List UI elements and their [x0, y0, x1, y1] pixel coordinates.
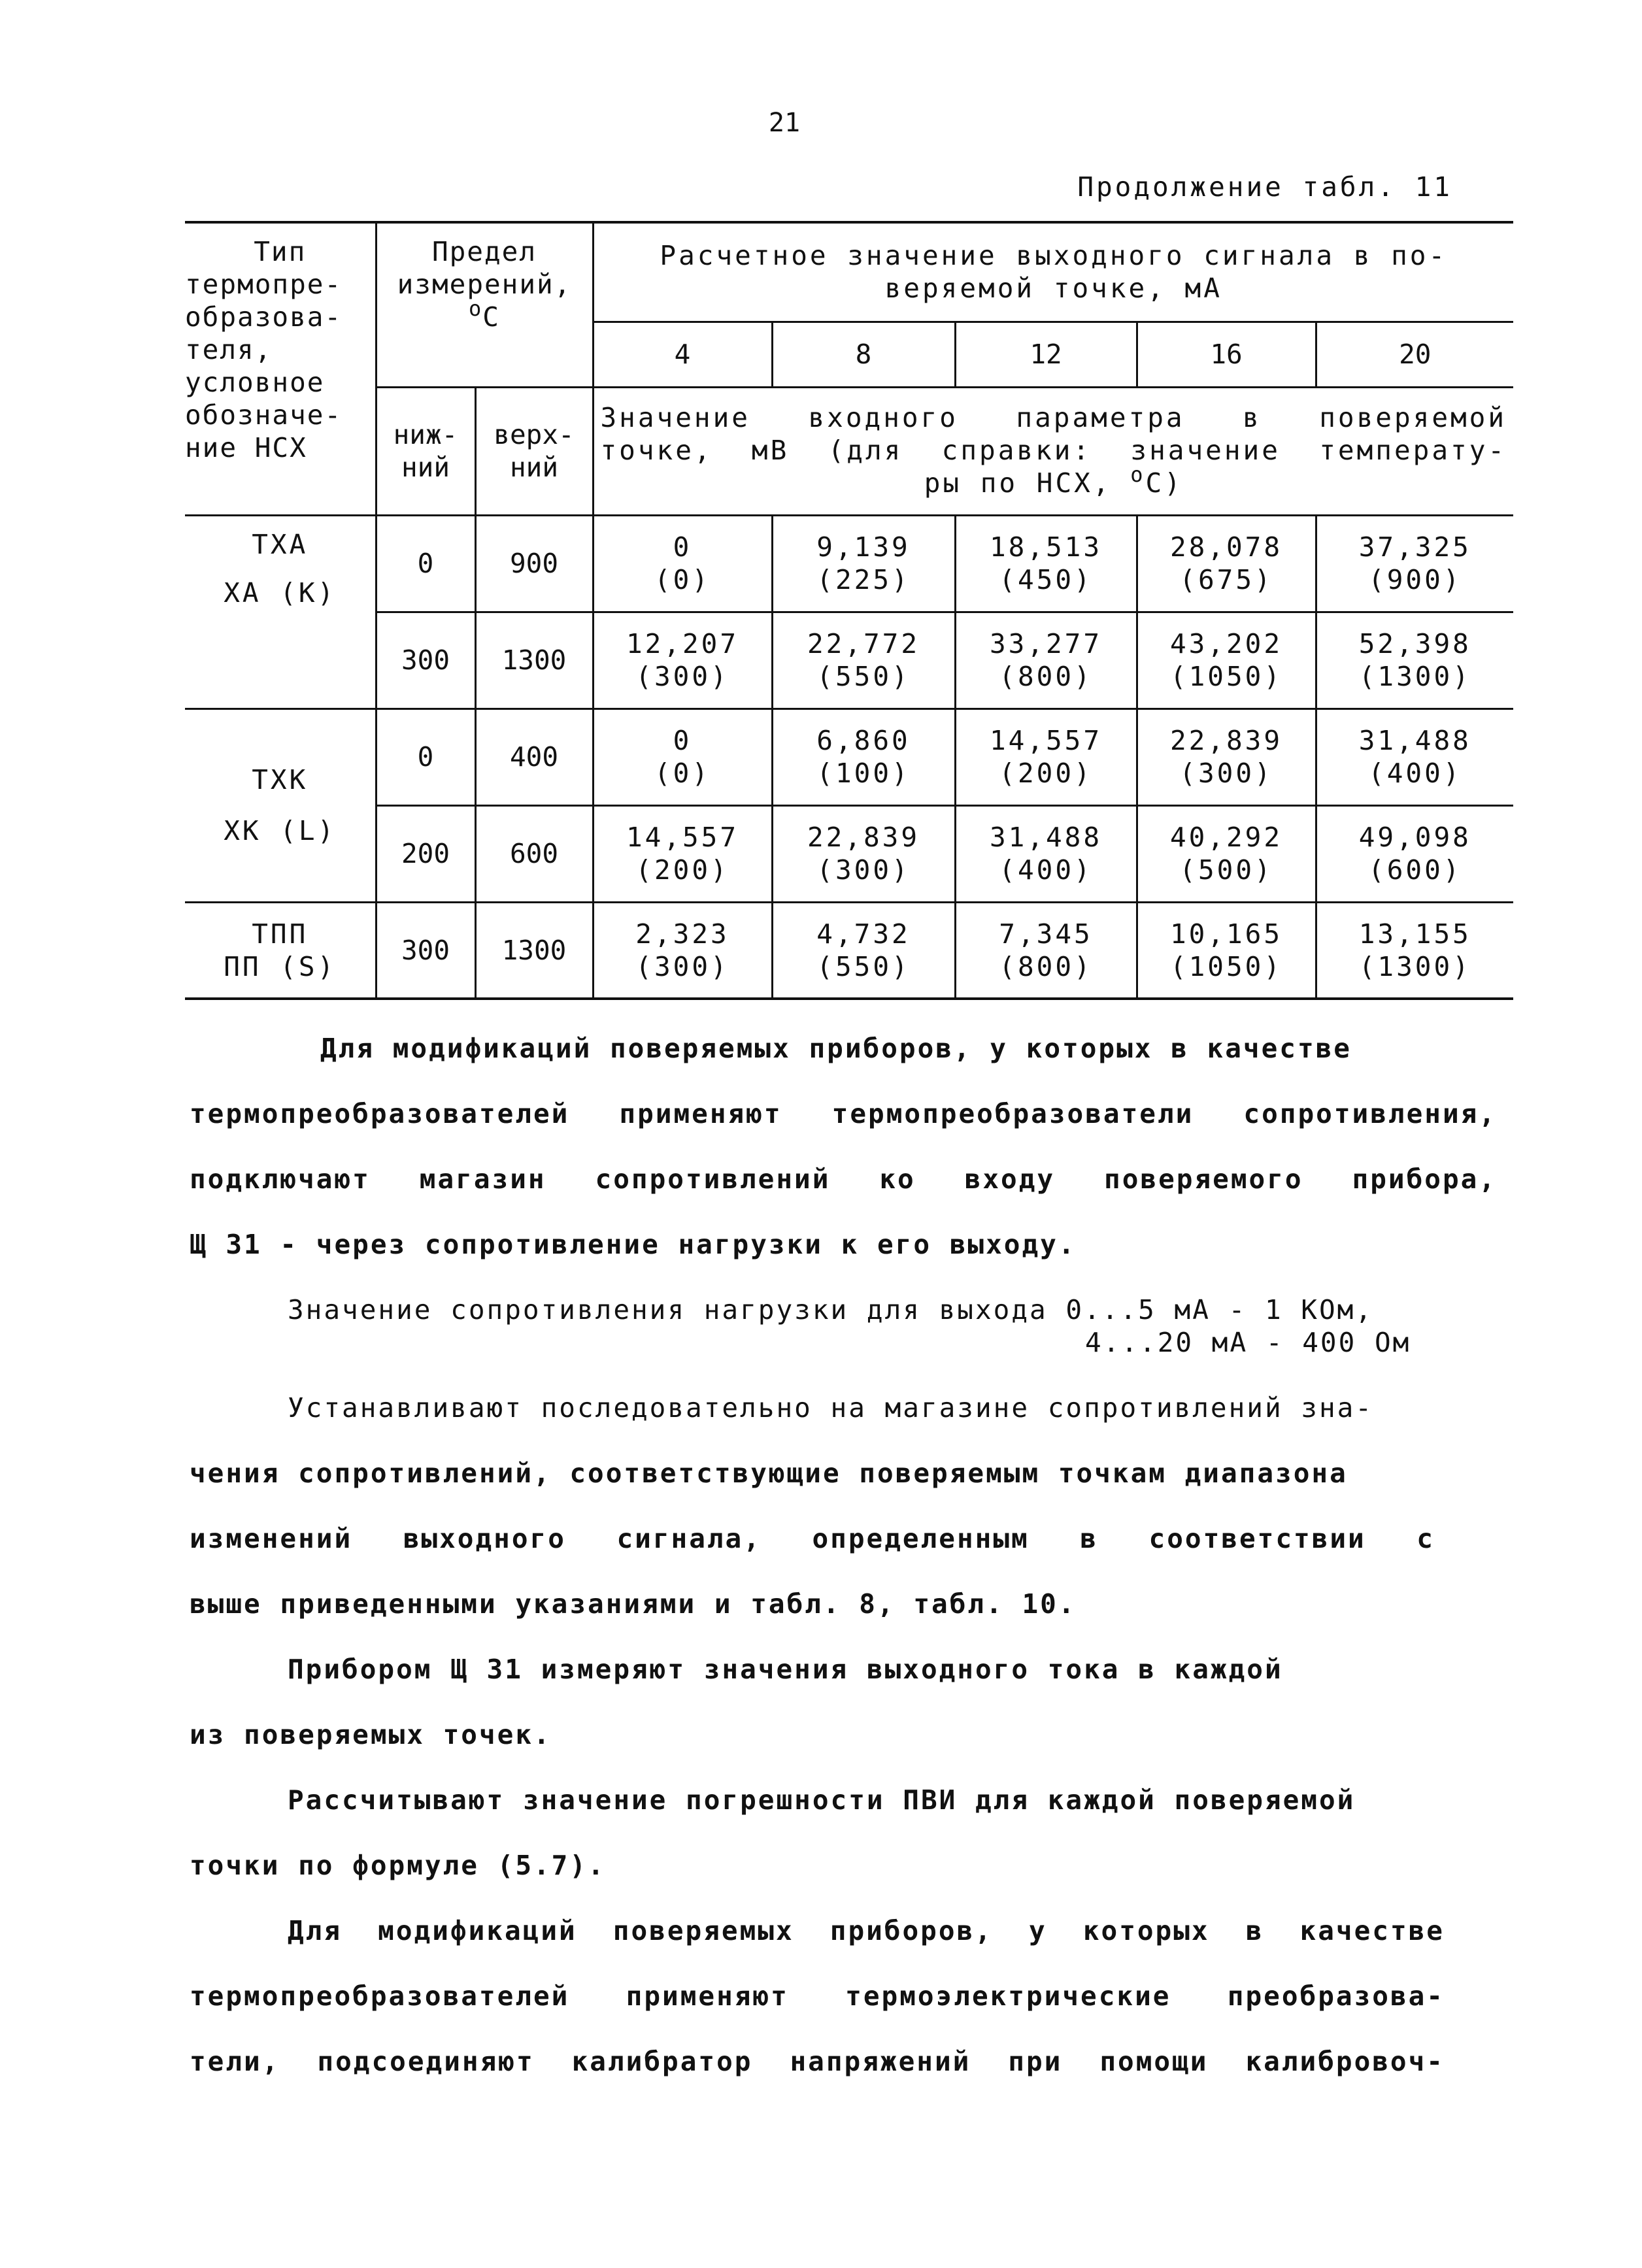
header-limit-cell — [376, 222, 593, 387]
degree-sup: о — [1130, 461, 1146, 487]
upper-limit: 900 — [475, 515, 593, 612]
header-upper-line: ний — [509, 452, 559, 483]
paragraph-line: из поверяемых точек. — [190, 1719, 552, 1750]
value-cell — [1316, 805, 1513, 902]
value-mv: 10,165 — [1169, 918, 1283, 950]
value-cell — [1316, 612, 1513, 709]
value-temp: (800) — [999, 661, 1093, 692]
value-cell — [772, 805, 955, 902]
value-mv: 14,557 — [989, 725, 1103, 756]
value-cell — [593, 709, 772, 805]
upper-limit: 400 — [475, 709, 593, 805]
value-temp: (0) — [654, 758, 711, 789]
header-input-line: Значение входного параметра в поверяемой — [600, 401, 1507, 433]
value-temp: (800) — [999, 950, 1093, 982]
header-type-line: Тип — [254, 236, 307, 267]
paragraph-line: Рассчитывают значение погрешности ПВИ для каждой поверяемой — [288, 1784, 1356, 1816]
value-cell — [772, 709, 955, 805]
header-type-line: образова- — [185, 301, 343, 333]
value-mv: 22,839 — [807, 822, 920, 853]
value-cell — [1137, 709, 1316, 805]
header-calc-line: Расчетное значение выходного сигнала в по- — [660, 240, 1448, 272]
value-cell — [1316, 709, 1513, 805]
ma-point-header: 8 — [772, 322, 955, 387]
header-limit-unit: С — [482, 301, 500, 333]
value-temp: (300) — [635, 950, 729, 982]
value-cell — [593, 902, 772, 999]
paragraph-line: Устанавливают последовательно на магазине сопротивлений зна- — [288, 1392, 1374, 1424]
value-mv: 9,139 — [816, 531, 911, 563]
value-temp: (400) — [999, 854, 1093, 886]
type-cell-continued — [185, 805, 376, 902]
value-cell — [593, 515, 772, 612]
header-input-cell — [593, 387, 1513, 515]
header-type-line: теля, — [185, 334, 273, 365]
header-upper-cell — [475, 387, 593, 515]
value-temp: (500) — [1179, 854, 1273, 886]
value-cell — [1137, 515, 1316, 612]
value-mv: 4,732 — [816, 918, 911, 950]
header-lower-line: ниж- — [393, 419, 458, 450]
value-cell — [1137, 612, 1316, 709]
ma-point-header: 16 — [1137, 322, 1316, 387]
header-upper-line: верх- — [494, 419, 575, 450]
ma-point-header: 12 — [955, 322, 1137, 387]
paragraph-line: тели, подсоединяют калибратор напряжений при помощи калибровоч- — [190, 2046, 1445, 2077]
type-code: ХА (К) — [224, 576, 337, 609]
value-cell — [593, 612, 772, 709]
paragraph-line: Значение сопротивления нагрузки для выхода 0...5 мА - 1 КОм, — [288, 1294, 1374, 1326]
value-mv: 43,202 — [1169, 628, 1283, 659]
value-mv: 0 — [673, 725, 692, 756]
value-cell — [955, 902, 1137, 999]
value-temp: (300) — [635, 661, 729, 692]
paragraph-line: термопреобразователей применяют термопреобразователи сопротивления, — [190, 1098, 1497, 1129]
value-temp: (400) — [1368, 758, 1462, 789]
page-number: 21 — [768, 108, 801, 138]
header-type-line: ние НСХ — [185, 432, 307, 463]
lower-limit: 300 — [376, 612, 475, 709]
header-lower-line: ний — [401, 452, 450, 483]
value-mv: 6,860 — [816, 725, 911, 756]
value-temp: (100) — [816, 758, 911, 789]
value-mv: 31,488 — [989, 822, 1103, 853]
value-mv: 49,098 — [1358, 822, 1471, 853]
type-label: ТПП — [252, 918, 309, 950]
value-mv: 37,325 — [1358, 531, 1471, 563]
type-cell — [185, 709, 376, 805]
value-mv: 28,078 — [1169, 531, 1283, 563]
type-cell-continued — [185, 612, 376, 709]
header-input-line: ры по НСХ, — [924, 467, 1131, 499]
ma-point-header: 20 — [1316, 322, 1513, 387]
value-cell — [1316, 515, 1513, 612]
value-temp: (550) — [816, 661, 911, 692]
value-mv: 18,513 — [989, 531, 1103, 563]
value-cell — [955, 709, 1137, 805]
paragraph-line: 4...20 мА - 400 Ом — [1085, 1327, 1411, 1358]
value-temp: (450) — [999, 564, 1093, 595]
value-mv: 7,345 — [999, 918, 1093, 950]
lower-limit: 0 — [376, 515, 475, 612]
type-cell — [185, 902, 376, 999]
upper-limit: 600 — [475, 805, 593, 902]
value-temp: (0) — [654, 564, 711, 595]
type-label: ТХА — [252, 528, 309, 560]
value-mv: 14,557 — [626, 822, 739, 853]
value-mv: 33,277 — [989, 628, 1103, 659]
value-temp: (200) — [635, 854, 729, 886]
value-cell — [955, 805, 1137, 902]
value-mv: 2,323 — [635, 918, 729, 950]
value-temp: (1300) — [1358, 950, 1471, 982]
type-code: ХК (L) — [224, 815, 337, 846]
value-cell — [772, 902, 955, 999]
value-temp: (1300) — [1358, 661, 1471, 692]
value-mv: 13,155 — [1358, 918, 1471, 950]
header-lower-cell — [376, 387, 475, 515]
paragraph-line: выше приведенными указаниями и табл. 8, табл. 10. — [190, 1588, 1077, 1620]
paragraph-line: Для модификаций поверяемых приборов, у которых в качестве — [288, 1915, 1445, 1946]
value-temp: (600) — [1368, 854, 1462, 886]
paragraph-line: чения сопротивлений, соответствующие поверяемым точкам диапазона — [190, 1458, 1348, 1489]
value-mv: 22,839 — [1169, 725, 1283, 756]
value-cell — [955, 612, 1137, 709]
value-cell — [772, 515, 955, 612]
lower-limit: 200 — [376, 805, 475, 902]
header-limit-line: Предел — [431, 236, 537, 267]
value-temp: (900) — [1368, 564, 1462, 595]
paragraph-line: Для модификаций поверяемых приборов, у которых в качестве — [320, 1033, 1352, 1064]
header-type-line: термопре- — [185, 269, 343, 300]
header-type-line: условное — [185, 367, 325, 398]
value-temp: (200) — [999, 758, 1093, 789]
value-cell — [955, 515, 1137, 612]
header-limit-line: измерений, — [397, 269, 572, 300]
value-cell — [1137, 902, 1316, 999]
paragraph-line: Щ 31 - через сопротивление нагрузки к его выходу. — [190, 1229, 1077, 1260]
value-temp: (300) — [1179, 758, 1273, 789]
header-type-line: обозначе- — [185, 399, 343, 431]
paragraph-line: точки по формуле (5.7). — [190, 1850, 606, 1881]
type-code: ПП (S) — [224, 950, 337, 982]
value-cell — [772, 612, 955, 709]
table-caption: Продолжение табл. 11 — [1077, 171, 1452, 203]
value-cell — [593, 805, 772, 902]
type-cell — [185, 515, 376, 612]
value-cell — [1137, 805, 1316, 902]
value-temp: (550) — [816, 950, 911, 982]
upper-limit: 1300 — [475, 612, 593, 709]
header-input-line: точке, мВ (для справки: значение температу- — [600, 434, 1507, 466]
value-mv: 12,207 — [626, 628, 739, 659]
value-cell — [1316, 902, 1513, 999]
header-type-cell — [185, 222, 376, 515]
type-label: ТХК — [252, 764, 309, 795]
header-input-unit: С) — [1145, 467, 1183, 499]
paragraph-line: изменений выходного сигнала, определенным в соответствии с — [190, 1523, 1435, 1554]
value-mv: 0 — [673, 531, 692, 563]
lower-limit: 0 — [376, 709, 475, 805]
value-temp: (1050) — [1169, 661, 1283, 692]
header-calc-line: веряемой точке, мА — [884, 273, 1222, 305]
paragraph-line: Прибором Щ 31 измеряют значения выходного тока в каждой — [288, 1654, 1283, 1685]
ma-point-header: 4 — [593, 322, 772, 387]
value-temp: (225) — [816, 564, 911, 595]
lower-limit: 300 — [376, 902, 475, 999]
paragraph-line: термопреобразователей применяют термоэлектрические преобразова- — [190, 1980, 1445, 2012]
header-calc-cell — [593, 222, 1513, 322]
degree-sup: о — [469, 296, 483, 321]
value-mv: 40,292 — [1169, 822, 1283, 853]
value-temp: (675) — [1179, 564, 1273, 595]
value-mv: 22,772 — [807, 628, 920, 659]
value-temp: (1050) — [1169, 950, 1283, 982]
value-mv: 52,398 — [1358, 628, 1471, 659]
value-mv: 31,488 — [1358, 725, 1471, 756]
paragraph-line: подключают магазин сопротивлений ко входу поверяемого прибора, — [190, 1163, 1497, 1195]
upper-limit: 1300 — [475, 902, 593, 999]
value-temp: (300) — [816, 854, 911, 886]
thermocouple-table — [185, 221, 1513, 1000]
